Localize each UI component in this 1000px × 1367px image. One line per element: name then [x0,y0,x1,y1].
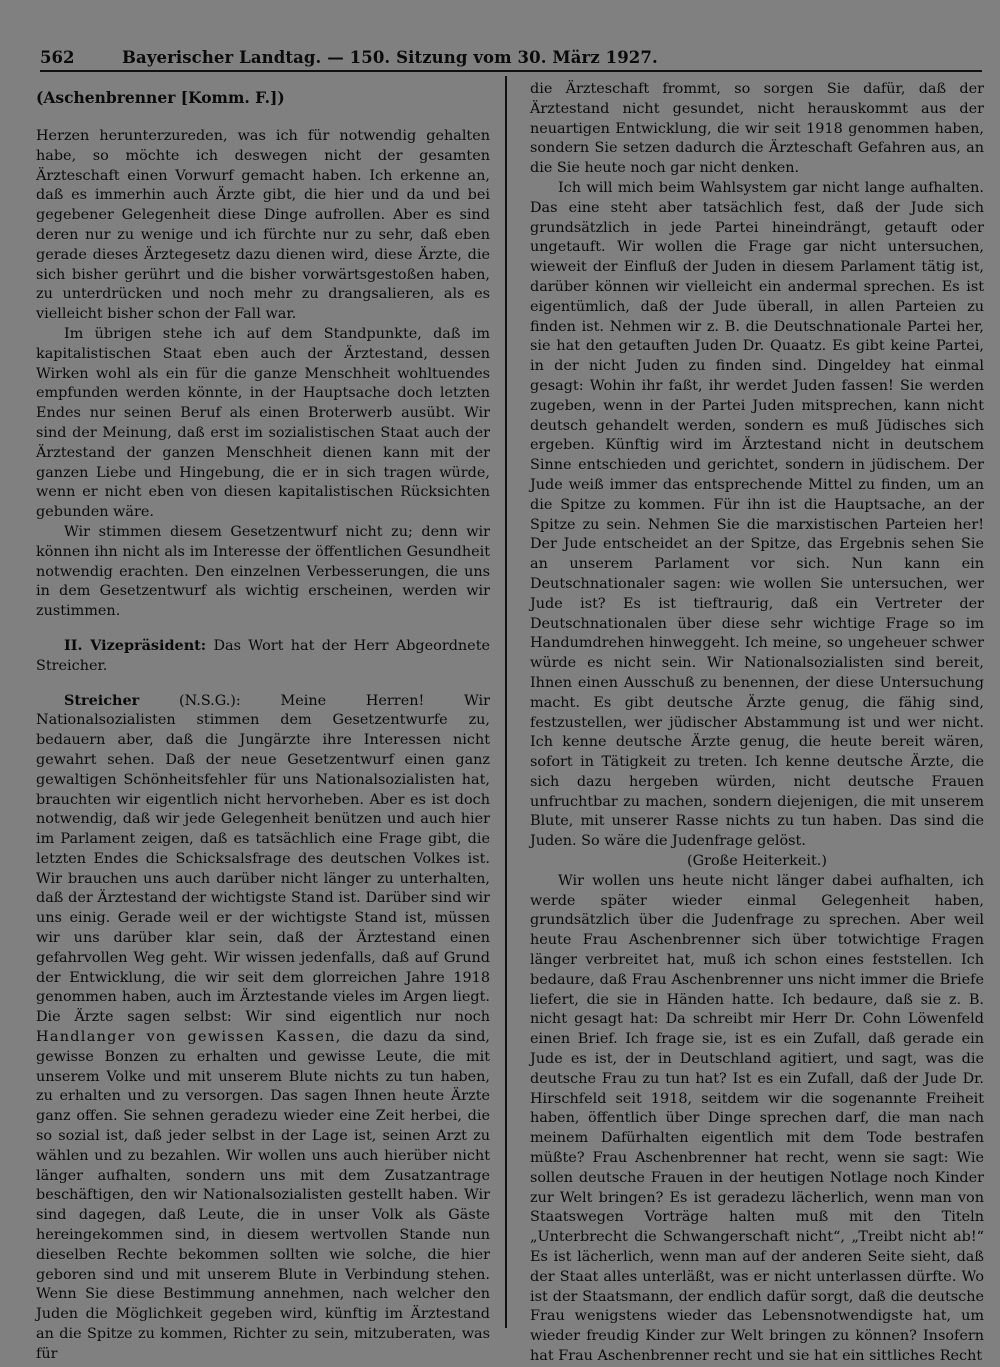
paragraph: Wir stimmen diesem Gesetzentwurf nicht zu; denn wir können ihn nicht als im Interesse der öffentlichen Gesundheit notwendig erachten. Den einzelnen Verbesserungen, die uns in dem Gesetzentwurf als wichtig erscheinen, werden wir zustimmen. [36,523,490,620]
column-divider [505,76,507,1328]
paragraph: Ich will mich beim Wahlsystem gar nicht lange aufhalten. Das eine steht aber tatsächlich fest, daß der Jude sich grundsätzlich in jede Partei hineindrängt, getauft oder ungetauft. Wir wollen die Frage gar nicht untersuchen, wieweit der Einfluß der Juden in diesem Parlament tätig ist, darüber können wir vielleicht ein andermal sprechen. Es ist eigentümlich, daß der Jude überall, in allen Parteien zu finden ist. Nehmen wir z. B. die Deutschnationale Partei her, sie hat den getauften Juden Dr. Quaatz. Es gibt keine Partei, in der nicht Juden zu finden sind. Dingeldey hat einmal gesagt: Wohin ihr faßt, ihr werdet Juden fassen! Sie werden zugeben, wenn in der Partei Juden mitsprechen, kann nicht deutsch gehandelt werden, sondern es muß Jüdisches sich ergeben. Künftig wird im Ärztestand nicht in deutschem Sinne entschieden und gerichtet, sondern in jüdischem. Der Jude weiß immer das entsprechende Mittel zu finden, um an die Spitze zu kommen. Für ihn ist die Hauptsache, an der Spitze zu sein. Nehmen Sie die marxistischen Parteien her! Der Jude entscheidet an der Spitze, das Ergebnis sehen Sie an unserem Parlament vor sich. Nun kann ein Deutschnationaler sagen: wie wollen Sie untersuchen, wer Jude ist? Es ist tieftraurig, daß ein Vertreter der Deutschnationalen über diese sehr wichtige Frage so im Handumdrehen hinweggeht. Ich meine, so ungeheuer schwer würde es nicht sein. Wir Nationalsozialisten sind bereit, Ihnen einen Ausschuß zu benennen, der diese Untersuchung macht. Es gibt deutsche Ärzte genug, die fähig sind, festzustellen, wer jüdischer Abstammung ist und wer nicht. Ich kenne deutsche Ärzte genug, die heute bereit wären, sofort in Tätigkeit zu treten. Ich kenne deutsche Ärzte, die sich dazu hergeben würden, nicht deutsche Frauen unfruchtbar zu machen, sondern diejenigen, die mit unserem Blute, mit unserer Rasse nichts zu tun haben. Das sind die Juden. So wäre die Judenfrage gelöst. [530,179,984,850]
paragraph: Herzen herunterzureden, was ich für notwendig gehalten habe, so möchte ich deswegen nicht der gesamten Ärzteschaft einen Vorwurf gemacht haben. Ich erkenne an, daß es immerhin auch Ärzte gibt, die hier und da und bei gegebener Gelegenheit diese Dinge aufrollen. Aber es sind deren nur zu wenige und ich fürchte nur zu sehr, daß eben gerade dieses Ärztegesetz dazu dienen wird, diese Ärzte, die sich bisher gerührt und die bisher vorwärtsgestoßen haben, zu unterdrücken und noch mehr zu drangsalieren, als es vielleicht bisher schon der Fall war. [36,128,490,323]
page-header [40,48,982,72]
paragraph: Wir wollen uns heute nicht länger dabei aufhalten, ich werde später wieder einmal Gelegenheit haben, grundsätzlich über die Judenfrage zu sprechen. Aber weil heute Frau Aschenbrenner sich über totwichtige Fragen länger verbreitet hat, muß ich schon eines feststellen. Ich bedaure, daß Frau Aschenbrenner uns nicht immer die Briefe liefert, die sie in Händen hatte. Ich bedaure, daß sie z. B. nicht gesagt hat: Da schreibt mir Herr Dr. Cohn Löwenfeld einen Brief. Ich frage sie, ist es ein Zufall, daß gerade ein Jude es ist, der in Deutschland agitiert, und sagt, was die deutsche Frau zu tun hat? Ist es ein Zufall, daß der Jude Dr. Hirschfeld seit 1918, seitdem wir die sogenannte Freiheit haben, öffentlich über Dinge sprechen darf, die man nach meinem Dafürhalten eigentlich mit dem Tode bestrafen müßte? Frau Aschenbrenner hat recht, wenn sie sagt: Wie sollen deutsche Frauen in der heutigen Notlage noch Kinder zur Welt bringen? Es ist geradezu lächerlich, wenn man von Staatswegen Vorträge halten muß mit den Titeln „Unterbrecht die Schwangerschaft nicht“, „Treibt nicht ab!“ Es ist lächerlich, wenn man auf der anderen Seite sieht, daß der Staat alles unterläßt, was er nicht unterlassen dürfte. Wo ist der Staatsmann, der endlich dafür sorgt, daß die deutsche Frau wenigstens wieder das Lebensnotwendigste hat, um wieder freudig Kinder zur Welt bringen zu können? Insofern hat Frau Aschenbrenner recht und sie hat ein sittliches Recht [530,872,984,1364]
paragraph: Im übrigen stehe ich auf dem Standpunkte, daß im kapitalistischen Staat eben auch der Ärztestand, dessen Wirken wohl als ein für die ganze Menschheit wohltuendes empfunden werden könnte, in der Hauptsache doch letzten Endes nur seinen Beruf als einen Broterwerb ausübt. Wir sind der Meinung, daß erst im sozialistischen Staat auch der Ärztestand der ganzen Menschheit dienen kann mit der ganzen Liebe und Hingebung, die er in sich tragen würde, wenn er nicht eben von diesen kapitalistischen Rücksichten gebunden wäre. [36,325,490,521]
speaker-party: (N.S.G.): [178,692,241,709]
speech-text: die dazu da sind, gewisse Bonzen zu erhalten und gewisse Leute, die mit unserem Volke und mit unserem Blute nichts zu tun haben, zu erhalten und zu versorgen. Das sagen Ihnen heute Ärzte ganz offen. Sie sehnen geradezu wieder eine Zeit herbei, die so sozial ist, daß jeder selbst in der Lage ist, seinen Arzt zu wählen und zu bezahlen. Wir wollen uns auch hierüber nicht länger aufhalten, sondern uns mit dem Zusatzantrage beschäftigen, den wir Nationalsozialisten gestellt haben. Wir sind dagegen, daß Leute, die in unser Volk als Gäste hereingekommen sind, in diesem wertvollen Stande nun dieselben Rechte bekommen sollten wie solche, die hier geboren sind und mit unserem Blute in Verbindung stehen. Wenn Sie diese Bestimmung annehmen, nach welcher den Juden die Möglichkeit gegeben wird, künftig im Ärztestand an die Spitze zu kommen, Richter zu sein, mitzuberaten, was für [36,1029,491,1362]
vice-president-statement [36,636,490,677]
page-number: 562 [40,48,75,67]
speaker-continuation-label: (Aschenbrenner [Komm. F.]) [36,88,285,107]
speech-text: Meine Herren! Wir Nationalsozialisten stimmen dem Gesetzentwurfe zu, bedauern aber, daß die Jungärzte ihre Interessen nicht gewahrt sehen. Daß der neue Gesetzentwurf einen ganz gewaltigen Schönheitsfehler für uns Nationalsozialisten hat, brauchten wir eigentlich nicht hervorheben. Aber es ist doch notwendig, daß wir jede Gelegenheit benützen und auch hier im Parlament zeigen, daß es tatsächlich eine Frage gibt, die letzten Endes die Schicksalsfrage des deutschen Volkes ist. Wir brauchen uns auch darüber nicht länger zu unterhalten, daß der Ärztestand der wichtigste Stand ist. Darüber sind wir uns einig. Gerade weil er der wichtigste Stand ist, müssen wir uns darüber klar sein, daß der Ärztestand einen gefahrvollen Weg geht. Wir wissen jedenfalls, daß auf Grund der Entwicklung, die wir seit dem glorreichen Jahre 1918 genommen haben, auch im Ärztestande vieles im Argen liegt. Die Ärzte sagen selbst: Wir sind eigentlich nur noch [36,692,491,1026]
interjection: (Große Heiterkeit.) [686,853,827,870]
left-column [36,80,490,1365]
speaker-name: II. Vizepräsident: [64,636,207,654]
statement-text: Das Wort hat der Herr Abgeordnete Streicher. [36,637,491,674]
right-column [530,80,984,1367]
emphasized-phrase: Handlanger von gewissen Kassen, [36,1029,342,1046]
paragraph: die Ärzteschaft frommt, so sorgen Sie dafür, daß der Ärztestand nicht gesundet, nicht herauskommt aus der neuartigen Entwicklung, die wir seit 1918 genommen haben, sondern Sie setzen dadurch die Ärzteschaft Gefahren aus, an die Sie heute noch gar nicht denken. [530,81,984,177]
streicher-speech [36,691,490,1365]
header-title: Bayerischer Landtag. — 150. Sitzung vom 30. März 1927. [122,48,658,67]
speaker-name: Streicher [64,691,140,709]
